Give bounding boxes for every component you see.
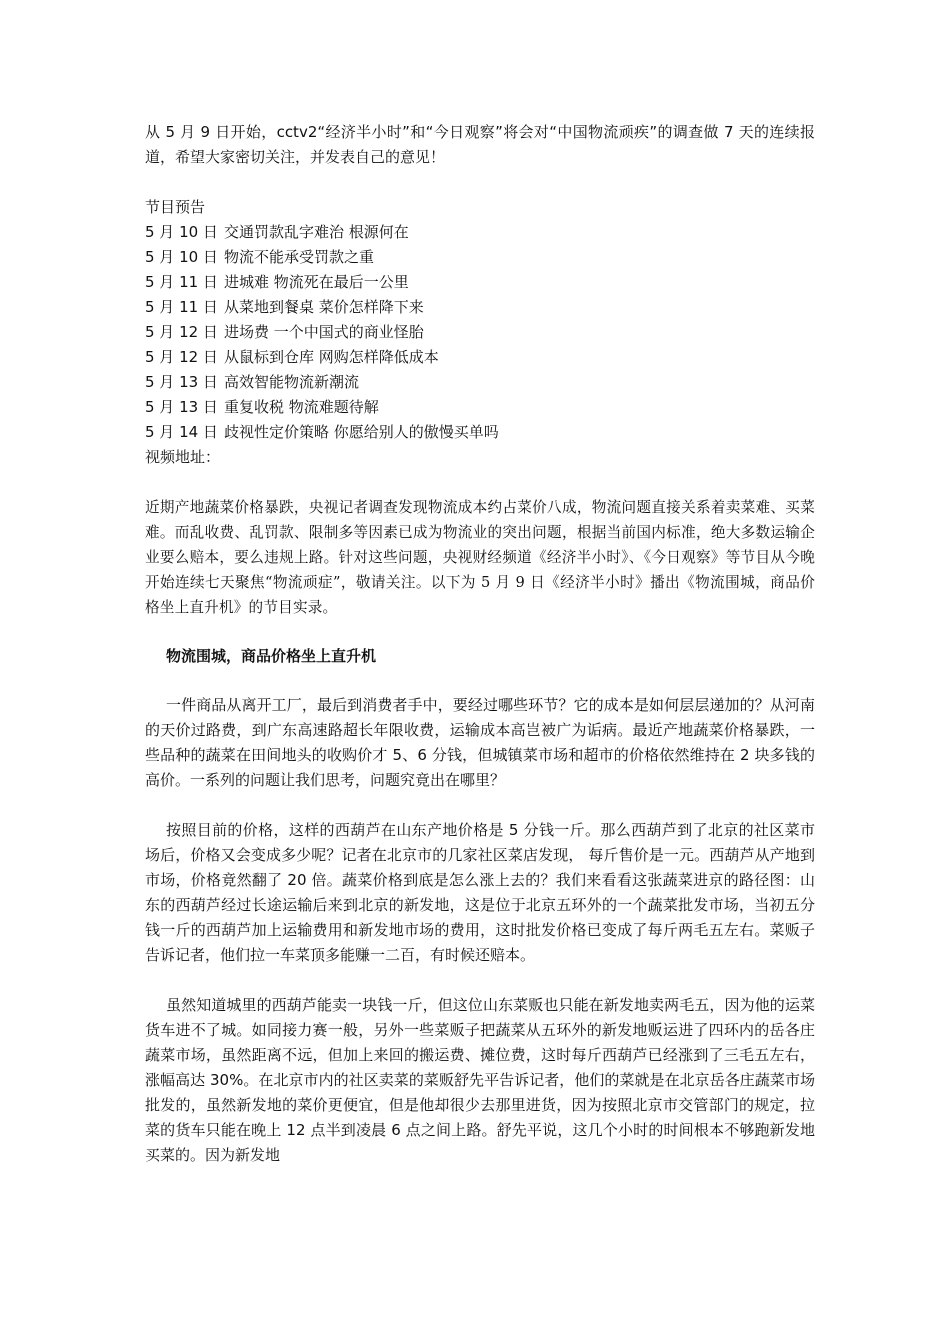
document-page [145, 120, 815, 1193]
schedule-title: 交通罚款乱字难治 根源何在 [223, 223, 409, 241]
schedule-date: 5 月 11 日 [145, 273, 218, 291]
schedule-title: 进场费 一个中国式的商业怪胎 [223, 323, 424, 341]
schedule-item [145, 295, 815, 320]
schedule-item [145, 320, 815, 345]
body-paragraph: 按照目前的价格，这样的西葫芦在山东产地价格是 5 分钱一斤。那么西葫芦到了北京的社区菜市场后，价格又会变成多少呢？记者在北京市的几家社区菜店发现， 每斤售价是一元。西葫芦从产地到市场，价格竟然翻了 20 倍。蔬菜价格到底是怎么涨上去的？我们来看看这张蔬菜进京的路径图：山东的西葫芦经过长途运输后来到北京的新发地，这是位于北京五环外的一个蔬菜批发市场，当初五分钱一斤的西葫芦加上运输费用和新发地市场的费用，这时批发价格已变成了每斤两毛五左右。菜贩子告诉记者，他们拉一车菜顶多能赚一二百，有时候还赔本。 [145, 821, 815, 964]
preview-title: 节目预告 [145, 198, 206, 216]
schedule-title: 进城难 物流死在最后一公里 [223, 273, 409, 291]
schedule-date: 5 月 10 日 [145, 223, 218, 241]
summary-paragraph: 近期产地蔬菜价格暴跌，央视记者调查发现物流成本约占菜价八成，物流问题直接关系着卖菜难、买菜难。而乱收费、乱罚款、限制多等因素已成为物流业的突出问题，根据当前国内标准，绝大多数运输企业要么赔本，要么违规上路。针对这些问题，央视财经频道《经济半小时》、《今日观察》等节目从今晚开始连续七天聚焦“物流顽症”，敬请关注。以下为 5 月 9 日《经济半小时》播出《物流围城，商品价格坐上直升机》的节目实录。 [145, 499, 815, 616]
schedule-item [145, 395, 815, 420]
schedule-item [145, 245, 815, 270]
schedule-item [145, 270, 815, 295]
schedule-item [145, 420, 815, 445]
schedule-title: 重复收税 物流难题待解 [223, 398, 379, 416]
schedule-item [145, 370, 815, 395]
schedule-date: 5 月 13 日 [145, 398, 218, 416]
schedule-title: 从鼠标到仓库 网购怎样降低成本 [223, 348, 439, 366]
schedule-date: 5 月 13 日 [145, 373, 218, 391]
schedule-item [145, 220, 815, 245]
body-paragraph: 一件商品从离开工厂，最后到消费者手中，要经过哪些环节？它的成本是如何层层递加的？从河南的天价过路费，到广东高速路超长年限收费，运输成本高岂被广为诟病。最近产地蔬菜价格暴跌，一些品种的蔬菜在田间地头的收购价才 5、6 分钱，但城镇菜市场和超市的价格依然维持在 2 块多钱的高价。一系列的问题让我们思考，问题究竟出在哪里？ [145, 696, 815, 789]
schedule-title: 歧视性定价策略 你愿给别人的傲慢买单吗 [223, 423, 499, 441]
video-address-label: 视频地址： [145, 448, 221, 466]
schedule-list [145, 220, 815, 445]
body-paragraph: 虽然知道城里的西葫芦能卖一块钱一斤，但这位山东菜贩也只能在新发地卖两毛五，因为他的运菜货车进不了城。如同接力赛一般，另外一些菜贩子把蔬菜从五环外的新发地贩运进了四环内的岳各庄蔬菜市场，虽然距离不远，但加上来回的搬运费、摊位费，这时每斤西葫芦已经涨到了三毛五左右，涨幅高达 30%。在北京市内的社区卖菜的菜贩舒先平告诉记者，他们的菜就是在北京岳各庄蔬菜市场批发的，虽然新发地的菜价更便宜，但是他却很少去那里进货，因为按照北京市交管部门的规定，拉菜的货车只能在晚上 12 点半到凌晨 6 点之间上路。舒先平说，这几个小时的时间根本不够跑新发地买菜的。因为新发地 [145, 996, 815, 1164]
schedule-date: 5 月 14 日 [145, 423, 218, 441]
schedule-title: 物流不能承受罚款之重 [223, 248, 374, 266]
schedule-date: 5 月 12 日 [145, 323, 218, 341]
schedule-title: 高效智能物流新潮流 [223, 373, 359, 391]
intro-paragraph: 从 5 月 9 日开始，cctv2“经济半小时”和“今日观察”将会对“中国物流顽疾”的调查做 7 天的连续报道，希望大家密切关注，并发表自己的意见！ [145, 123, 815, 166]
schedule-title: 从菜地到餐桌 菜价怎样降下来 [223, 298, 424, 316]
schedule-item [145, 345, 815, 370]
article-heading: 物流围城，商品价格坐上直升机 [166, 647, 377, 665]
schedule-date: 5 月 10 日 [145, 248, 218, 266]
schedule-date: 5 月 12 日 [145, 348, 218, 366]
schedule-date: 5 月 11 日 [145, 298, 218, 316]
